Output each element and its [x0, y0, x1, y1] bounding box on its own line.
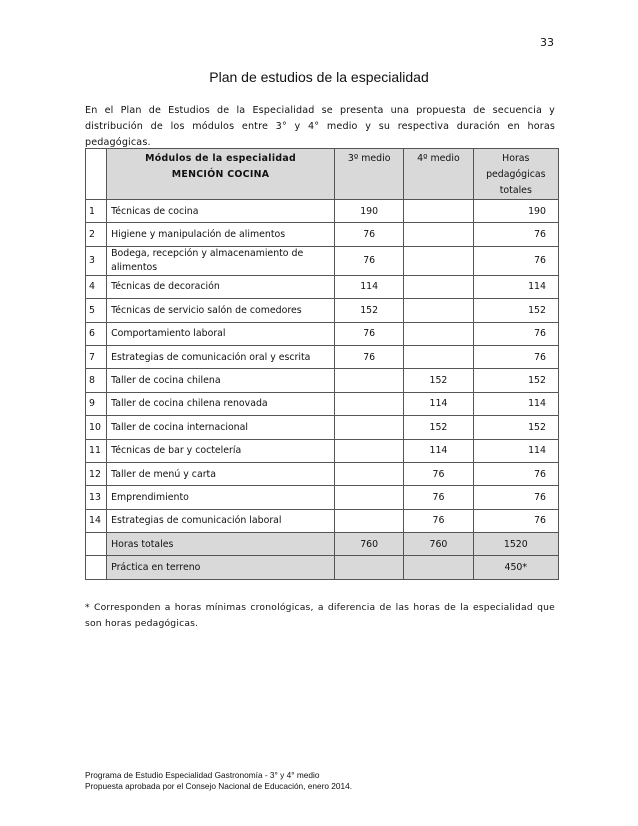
table-row — [86, 200, 559, 223]
table-row — [86, 392, 559, 415]
row-3-medio-hours: 76 — [335, 246, 404, 275]
row-module-name: Técnicas de cocina — [107, 200, 335, 223]
row-number: 5 — [86, 299, 107, 322]
row-total-hours: 76 — [473, 322, 558, 345]
row-total-hours: 152 — [473, 416, 558, 439]
header-modules-title: Módulos de la especialidad — [145, 153, 296, 164]
row-module-name: Técnicas de bar y coctelería — [107, 439, 335, 462]
row-3-medio-hours: 76 — [335, 223, 404, 246]
row-module-name: Taller de cocina chilena — [107, 369, 335, 392]
footnote: * Corresponden a horas mínimas cronológicas, a diferencia de las horas de la especialidad que son horas pedagógicas. — [85, 602, 555, 629]
practice-row-label: Práctica en terreno — [107, 556, 335, 579]
row-total-hours: 76 — [473, 223, 558, 246]
row-3-medio-hours — [335, 509, 404, 532]
totals-row-3-medio: 760 — [335, 533, 404, 556]
table-row — [86, 462, 559, 485]
practice-row-3-medio — [335, 556, 404, 579]
header-modules-cell — [107, 149, 335, 200]
row-module-name: Emprendimiento — [107, 486, 335, 509]
row-total-hours: 114 — [473, 275, 558, 298]
row-number: 3 — [86, 246, 107, 275]
table-header-row — [86, 149, 559, 200]
row-module-name: Bodega, recepción y almacenamiento de alimentos — [107, 246, 335, 275]
row-4-medio-hours: 114 — [404, 392, 473, 415]
header-blank-cell — [86, 149, 107, 200]
totals-row-label: Horas totales — [107, 533, 335, 556]
page-title: Plan de estudios de la especialidad — [209, 69, 429, 85]
row-4-medio-hours — [404, 275, 473, 298]
row-3-medio-hours — [335, 486, 404, 509]
row-total-hours: 76 — [473, 345, 558, 368]
practice-row-blank — [86, 556, 107, 579]
row-4-medio-hours: 152 — [404, 416, 473, 439]
page-footer — [85, 770, 352, 792]
study-plan-table — [85, 148, 559, 580]
row-4-medio-hours — [404, 223, 473, 246]
row-module-name: Estrategias de comunicación laboral — [107, 509, 335, 532]
row-4-medio-hours: 76 — [404, 462, 473, 485]
practice-row — [86, 556, 559, 579]
row-3-medio-hours — [335, 416, 404, 439]
row-number: 1 — [86, 200, 107, 223]
row-module-name: Taller de cocina chilena renovada — [107, 392, 335, 415]
row-number: 13 — [86, 486, 107, 509]
row-4-medio-hours: 152 — [404, 369, 473, 392]
row-3-medio-hours: 114 — [335, 275, 404, 298]
row-module-name: Comportamiento laboral — [107, 322, 335, 345]
row-3-medio-hours: 76 — [335, 345, 404, 368]
row-4-medio-hours — [404, 345, 473, 368]
row-module-name: Taller de menú y carta — [107, 462, 335, 485]
row-total-hours: 114 — [473, 439, 558, 462]
row-total-hours: 76 — [473, 246, 558, 275]
page-number: 33 — [540, 36, 554, 49]
table-row — [86, 439, 559, 462]
row-number: 7 — [86, 345, 107, 368]
footer-approval-line: Propuesta aprobada por el Consejo Nacional de Educación, enero 2014. — [85, 781, 353, 791]
row-number: 2 — [86, 223, 107, 246]
header-3-medio: 3º medio — [335, 149, 404, 200]
row-4-medio-hours: 114 — [404, 439, 473, 462]
row-number: 10 — [86, 416, 107, 439]
row-number: 9 — [86, 392, 107, 415]
row-4-medio-hours — [404, 299, 473, 322]
totals-row — [86, 533, 559, 556]
header-4-medio: 4º medio — [404, 149, 473, 200]
row-module-name: Estrategias de comunicación oral y escrita — [107, 345, 335, 368]
row-number: 4 — [86, 275, 107, 298]
row-total-hours: 76 — [473, 509, 558, 532]
table-row — [86, 416, 559, 439]
table-row — [86, 486, 559, 509]
row-3-medio-hours — [335, 462, 404, 485]
row-3-medio-hours — [335, 369, 404, 392]
header-total-hours: Horas pedagógicas totales — [473, 149, 558, 200]
row-3-medio-hours — [335, 439, 404, 462]
row-total-hours: 152 — [473, 299, 558, 322]
practice-row-total: 450* — [473, 556, 558, 579]
row-3-medio-hours: 190 — [335, 200, 404, 223]
table-row — [86, 275, 559, 298]
row-4-medio-hours: 76 — [404, 486, 473, 509]
row-module-name: Higiene y manipulación de alimentos — [107, 223, 335, 246]
row-number: 14 — [86, 509, 107, 532]
row-3-medio-hours: 152 — [335, 299, 404, 322]
intro-paragraph: En el Plan de Estudios de la Especialidad se presenta una propuesta de secuencia y distribución de los módulos entre 3° y 4° medio y su respectiva duración en horas pedagógicas. — [85, 105, 555, 148]
header-mention: MENCIÓN COCINA — [171, 169, 270, 180]
row-4-medio-hours — [404, 200, 473, 223]
footer-program-line: Programa de Estudio Especialidad Gastronomía - 3° y 4° medio — [85, 770, 320, 780]
row-4-medio-hours — [404, 322, 473, 345]
row-module-name: Técnicas de servicio salón de comedores — [107, 299, 335, 322]
table-row — [86, 246, 559, 275]
row-3-medio-hours: 76 — [335, 322, 404, 345]
row-number: 11 — [86, 439, 107, 462]
row-total-hours: 114 — [473, 392, 558, 415]
row-module-name: Técnicas de decoración — [107, 275, 335, 298]
totals-row-blank — [86, 533, 107, 556]
row-4-medio-hours — [404, 246, 473, 275]
table-row — [86, 223, 559, 246]
table-row — [86, 345, 559, 368]
row-module-name: Taller de cocina internacional — [107, 416, 335, 439]
totals-row-4-medio: 760 — [404, 533, 473, 556]
table-row — [86, 299, 559, 322]
row-3-medio-hours — [335, 392, 404, 415]
row-total-hours: 152 — [473, 369, 558, 392]
row-total-hours: 76 — [473, 462, 558, 485]
row-4-medio-hours: 76 — [404, 509, 473, 532]
row-number: 8 — [86, 369, 107, 392]
row-number: 6 — [86, 322, 107, 345]
table-row — [86, 369, 559, 392]
totals-row-total: 1520 — [473, 533, 558, 556]
row-total-hours: 76 — [473, 486, 558, 509]
practice-row-4-medio — [404, 556, 473, 579]
table-row — [86, 509, 559, 532]
table-row — [86, 322, 559, 345]
row-total-hours: 190 — [473, 200, 558, 223]
row-number: 12 — [86, 462, 107, 485]
